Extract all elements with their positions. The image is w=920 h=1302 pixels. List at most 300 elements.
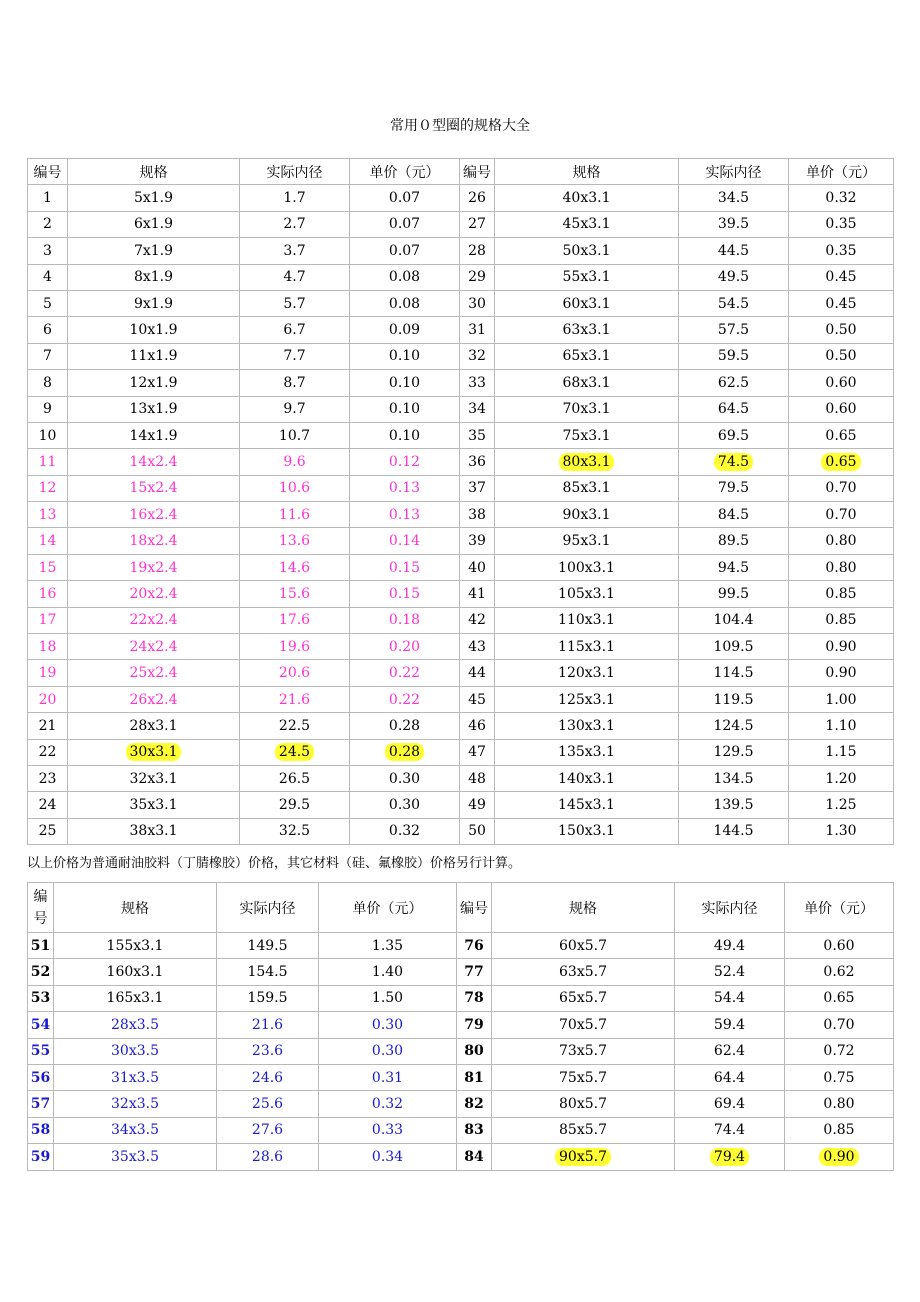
cell-spec: 9x1.9 xyxy=(68,290,240,316)
cell-inner: 74.4 xyxy=(675,1117,785,1143)
header-price: 单价（元） xyxy=(789,159,894,185)
cell-price: 0.32 xyxy=(789,185,894,211)
table-row xyxy=(28,290,894,316)
cell-price: 0.32 xyxy=(350,818,460,844)
cell-price: 0.50 xyxy=(789,317,894,343)
cell-inner: 79.5 xyxy=(679,475,789,501)
cell-spec: 70x3.1 xyxy=(495,396,679,422)
cell-inner: 4.7 xyxy=(240,264,350,290)
cell-price: 0.20 xyxy=(350,634,460,660)
table-row xyxy=(28,713,894,739)
cell-inner: 159.5 xyxy=(217,985,319,1011)
cell-price: 0.15 xyxy=(350,554,460,580)
cell-price: 0.90 xyxy=(789,634,894,660)
cell-spec: 73x5.7 xyxy=(492,1038,675,1064)
cell-inner: 11.6 xyxy=(240,502,350,528)
cell-id: 20 xyxy=(28,686,68,712)
cell-price: 0.31 xyxy=(319,1064,457,1090)
cell-id: 81 xyxy=(457,1064,492,1090)
cell-id: 79 xyxy=(457,1012,492,1038)
cell-id: 39 xyxy=(460,528,495,554)
cell-price: 0.35 xyxy=(789,211,894,237)
cell-price: 0.13 xyxy=(350,502,460,528)
cell-inner: 8.7 xyxy=(240,370,350,396)
cell-inner: 34.5 xyxy=(679,185,789,211)
cell-price: 0.70 xyxy=(789,475,894,501)
cell-id: 6 xyxy=(28,317,68,343)
header-id: 编号 xyxy=(457,883,492,933)
table-row xyxy=(28,1038,894,1064)
cell-spec: 68x3.1 xyxy=(495,370,679,396)
cell-price: 0.34 xyxy=(319,1144,457,1170)
cell-id: 15 xyxy=(28,554,68,580)
header-spec: 规格 xyxy=(68,159,240,185)
cell-spec: 24x2.4 xyxy=(68,634,240,660)
cell-price: 0.08 xyxy=(350,264,460,290)
cell-price: 0.33 xyxy=(319,1117,457,1143)
oring-table-1 xyxy=(27,158,894,845)
cell-id: 16 xyxy=(28,581,68,607)
cell-inner: 5.7 xyxy=(240,290,350,316)
header-inner: 实际内径 xyxy=(240,159,350,185)
cell-price: 0.50 xyxy=(789,343,894,369)
cell-price: 0.18 xyxy=(350,607,460,633)
cell-spec: 40x3.1 xyxy=(495,185,679,211)
cell-id: 44 xyxy=(460,660,495,686)
table-row xyxy=(28,554,894,580)
cell-id: 80 xyxy=(457,1038,492,1064)
table-row xyxy=(28,792,894,818)
cell-spec: 85x5.7 xyxy=(492,1117,675,1143)
header-inner: 实际内径 xyxy=(675,883,785,933)
table-header xyxy=(28,159,894,185)
cell-inner: 13.6 xyxy=(240,528,350,554)
cell-id: 45 xyxy=(460,686,495,712)
header-id: 编号 xyxy=(460,159,495,185)
cell-inner: 52.4 xyxy=(675,959,785,985)
cell-spec: 19x2.4 xyxy=(68,554,240,580)
cell-id: 8 xyxy=(28,370,68,396)
cell-spec: 120x3.1 xyxy=(495,660,679,686)
table-row xyxy=(28,343,894,369)
cell-price: 0.90 xyxy=(789,660,894,686)
cell-inner: 57.5 xyxy=(679,317,789,343)
highlighted-value: 90x5.7 xyxy=(555,1148,611,1166)
cell-price: 0.65 xyxy=(789,422,894,448)
highlighted-value: 24.5 xyxy=(275,743,314,761)
header-price: 单价（元） xyxy=(350,159,460,185)
header-spec: 规格 xyxy=(492,883,675,933)
cell-inner xyxy=(679,449,789,475)
table-header xyxy=(28,883,894,933)
cell-price: 0.30 xyxy=(319,1038,457,1064)
cell-inner: 69.4 xyxy=(675,1091,785,1117)
cell-inner: 144.5 xyxy=(679,818,789,844)
cell-id: 56 xyxy=(28,1064,54,1090)
cell-price: 0.75 xyxy=(785,1064,894,1090)
cell-price: 0.12 xyxy=(350,449,460,475)
cell-price: 1.40 xyxy=(319,959,457,985)
cell-inner: 129.5 xyxy=(679,739,789,765)
cell-spec: 55x3.1 xyxy=(495,264,679,290)
cell-id: 51 xyxy=(28,933,54,959)
cell-price: 1.50 xyxy=(319,985,457,1011)
cell-inner: 49.5 xyxy=(679,264,789,290)
cell-id: 18 xyxy=(28,634,68,660)
header-price: 单价（元） xyxy=(785,883,894,933)
cell-spec: 32x3.1 xyxy=(68,765,240,791)
cell-inner: 27.6 xyxy=(217,1117,319,1143)
cell-spec: 35x3.5 xyxy=(54,1144,217,1170)
cell-inner: 54.5 xyxy=(679,290,789,316)
cell-inner: 89.5 xyxy=(679,528,789,554)
table-row xyxy=(28,1012,894,1038)
header-spec: 规格 xyxy=(54,883,217,933)
cell-spec xyxy=(492,1144,675,1170)
cell-price: 0.14 xyxy=(350,528,460,554)
cell-inner: 99.5 xyxy=(679,581,789,607)
cell-price: 0.10 xyxy=(350,422,460,448)
table-row xyxy=(28,933,894,959)
cell-id: 28 xyxy=(460,238,495,264)
cell-id: 46 xyxy=(460,713,495,739)
table-row xyxy=(28,1117,894,1143)
cell-id: 33 xyxy=(460,370,495,396)
cell-inner: 134.5 xyxy=(679,765,789,791)
cell-spec: 13x1.9 xyxy=(68,396,240,422)
header-spec: 规格 xyxy=(495,159,679,185)
table-row xyxy=(28,528,894,554)
cell-id: 82 xyxy=(457,1091,492,1117)
cell-id: 36 xyxy=(460,449,495,475)
table-row xyxy=(28,686,894,712)
highlighted-value: 74.5 xyxy=(714,453,753,471)
cell-price: 0.72 xyxy=(785,1038,894,1064)
table-row xyxy=(28,317,894,343)
cell-inner: 26.5 xyxy=(240,765,350,791)
cell-price: 0.65 xyxy=(785,985,894,1011)
header-id: 编号 xyxy=(28,883,54,933)
cell-spec: 140x3.1 xyxy=(495,765,679,791)
cell-spec: 110x3.1 xyxy=(495,607,679,633)
cell-price: 0.60 xyxy=(785,933,894,959)
cell-inner: 22.5 xyxy=(240,713,350,739)
cell-id: 77 xyxy=(457,959,492,985)
highlighted-value: 0.90 xyxy=(819,1148,858,1166)
cell-price: 0.45 xyxy=(789,290,894,316)
highlighted-value: 80x3.1 xyxy=(559,453,615,471)
cell-price: 1.00 xyxy=(789,686,894,712)
cell-inner: 49.4 xyxy=(675,933,785,959)
cell-id: 50 xyxy=(460,818,495,844)
cell-spec: 100x3.1 xyxy=(495,554,679,580)
oring-table-2 xyxy=(27,882,894,1171)
cell-inner: 9.7 xyxy=(240,396,350,422)
table-row xyxy=(28,607,894,633)
cell-spec: 7x1.9 xyxy=(68,238,240,264)
cell-price: 0.32 xyxy=(319,1091,457,1117)
cell-spec: 155x3.1 xyxy=(54,933,217,959)
cell-id: 37 xyxy=(460,475,495,501)
cell-spec: 8x1.9 xyxy=(68,264,240,290)
cell-spec: 63x5.7 xyxy=(492,959,675,985)
table-row xyxy=(28,660,894,686)
cell-id: 22 xyxy=(28,739,68,765)
cell-spec: 63x3.1 xyxy=(495,317,679,343)
highlighted-value: 0.65 xyxy=(821,453,860,471)
cell-id: 29 xyxy=(460,264,495,290)
cell-id: 13 xyxy=(28,502,68,528)
cell-id: 19 xyxy=(28,660,68,686)
cell-id: 48 xyxy=(460,765,495,791)
header-id: 编号 xyxy=(28,159,68,185)
cell-spec: 14x2.4 xyxy=(68,449,240,475)
cell-id: 42 xyxy=(460,607,495,633)
cell-inner: 32.5 xyxy=(240,818,350,844)
cell-id: 49 xyxy=(460,792,495,818)
cell-inner: 59.5 xyxy=(679,343,789,369)
cell-id: 30 xyxy=(460,290,495,316)
cell-inner: 109.5 xyxy=(679,634,789,660)
cell-inner: 64.4 xyxy=(675,1064,785,1090)
cell-id: 24 xyxy=(28,792,68,818)
cell-price: 0.60 xyxy=(789,370,894,396)
cell-id: 84 xyxy=(457,1144,492,1170)
cell-spec: 31x3.5 xyxy=(54,1064,217,1090)
cell-inner: 3.7 xyxy=(240,238,350,264)
highlighted-value: 79.4 xyxy=(710,1148,749,1166)
cell-inner: 139.5 xyxy=(679,792,789,818)
table-row xyxy=(28,185,894,211)
cell-id: 11 xyxy=(28,449,68,475)
cell-spec: 160x3.1 xyxy=(54,959,217,985)
table-row xyxy=(28,959,894,985)
cell-spec: 35x3.1 xyxy=(68,792,240,818)
cell-inner: 104.4 xyxy=(679,607,789,633)
table-row xyxy=(28,985,894,1011)
table-row xyxy=(28,818,894,844)
table-row xyxy=(28,264,894,290)
cell-spec: 11x1.9 xyxy=(68,343,240,369)
cell-inner: 21.6 xyxy=(217,1012,319,1038)
cell-inner: 25.6 xyxy=(217,1091,319,1117)
cell-price: 0.45 xyxy=(789,264,894,290)
cell-spec: 60x5.7 xyxy=(492,933,675,959)
cell-spec: 135x3.1 xyxy=(495,739,679,765)
cell-spec: 80x5.7 xyxy=(492,1091,675,1117)
cell-price: 0.10 xyxy=(350,370,460,396)
cell-price: 1.20 xyxy=(789,765,894,791)
cell-spec: 22x2.4 xyxy=(68,607,240,633)
page-title: 常用０型圈的规格大全 xyxy=(390,118,530,134)
table-row xyxy=(28,581,894,607)
cell-spec: 145x3.1 xyxy=(495,792,679,818)
cell-inner: 44.5 xyxy=(679,238,789,264)
cell-spec: 165x3.1 xyxy=(54,985,217,1011)
cell-id: 52 xyxy=(28,959,54,985)
cell-id: 35 xyxy=(460,422,495,448)
table-row xyxy=(28,502,894,528)
cell-price: 0.13 xyxy=(350,475,460,501)
cell-id: 54 xyxy=(28,1012,54,1038)
cell-inner: 114.5 xyxy=(679,660,789,686)
cell-inner: 10.7 xyxy=(240,422,350,448)
cell-spec: 30x3.5 xyxy=(54,1038,217,1064)
cell-price: 0.22 xyxy=(350,686,460,712)
cell-price: 1.30 xyxy=(789,818,894,844)
cell-inner: 62.4 xyxy=(675,1038,785,1064)
cell-id: 7 xyxy=(28,343,68,369)
cell-spec: 75x3.1 xyxy=(495,422,679,448)
cell-spec: 16x2.4 xyxy=(68,502,240,528)
table-row xyxy=(28,396,894,422)
cell-inner: 119.5 xyxy=(679,686,789,712)
cell-spec: 6x1.9 xyxy=(68,211,240,237)
cell-price: 0.10 xyxy=(350,343,460,369)
cell-spec: 95x3.1 xyxy=(495,528,679,554)
cell-id: 53 xyxy=(28,985,54,1011)
cell-inner: 29.5 xyxy=(240,792,350,818)
cell-price: 1.25 xyxy=(789,792,894,818)
cell-price: 0.80 xyxy=(785,1091,894,1117)
cell-spec: 65x3.1 xyxy=(495,343,679,369)
cell-price: 0.09 xyxy=(350,317,460,343)
cell-price: 0.30 xyxy=(319,1012,457,1038)
cell-inner: 10.6 xyxy=(240,475,350,501)
cell-price: 1.35 xyxy=(319,933,457,959)
table-row xyxy=(28,211,894,237)
cell-spec: 105x3.1 xyxy=(495,581,679,607)
cell-id: 17 xyxy=(28,607,68,633)
cell-spec: 90x3.1 xyxy=(495,502,679,528)
cell-inner: 39.5 xyxy=(679,211,789,237)
cell-inner: 69.5 xyxy=(679,422,789,448)
cell-spec: 85x3.1 xyxy=(495,475,679,501)
cell-id: 5 xyxy=(28,290,68,316)
table-row xyxy=(28,1144,894,1170)
cell-price: 0.07 xyxy=(350,185,460,211)
cell-spec: 28x3.1 xyxy=(68,713,240,739)
cell-id: 25 xyxy=(28,818,68,844)
table-row xyxy=(28,765,894,791)
table-row xyxy=(28,370,894,396)
cell-price: 0.10 xyxy=(350,396,460,422)
cell-id: 3 xyxy=(28,238,68,264)
cell-price: 0.70 xyxy=(789,502,894,528)
cell-id: 83 xyxy=(457,1117,492,1143)
cell-spec: 150x3.1 xyxy=(495,818,679,844)
cell-id: 2 xyxy=(28,211,68,237)
cell-id: 31 xyxy=(460,317,495,343)
cell-inner: 54.4 xyxy=(675,985,785,1011)
table-row xyxy=(28,475,894,501)
cell-price xyxy=(785,1144,894,1170)
cell-spec: 14x1.9 xyxy=(68,422,240,448)
table-row xyxy=(28,634,894,660)
cell-price: 1.15 xyxy=(789,739,894,765)
cell-id: 47 xyxy=(460,739,495,765)
cell-spec: 50x3.1 xyxy=(495,238,679,264)
cell-spec: 70x5.7 xyxy=(492,1012,675,1038)
cell-id: 21 xyxy=(28,713,68,739)
cell-id: 4 xyxy=(28,264,68,290)
cell-price: 0.62 xyxy=(785,959,894,985)
cell-id: 26 xyxy=(460,185,495,211)
cell-id: 9 xyxy=(28,396,68,422)
cell-spec: 26x2.4 xyxy=(68,686,240,712)
cell-spec: 25x2.4 xyxy=(68,660,240,686)
cell-price: 0.85 xyxy=(789,607,894,633)
cell-spec: 12x1.9 xyxy=(68,370,240,396)
cell-spec: 75x5.7 xyxy=(492,1064,675,1090)
cell-price xyxy=(350,739,460,765)
cell-id: 34 xyxy=(460,396,495,422)
cell-price: 0.07 xyxy=(350,211,460,237)
cell-spec: 28x3.5 xyxy=(54,1012,217,1038)
cell-spec: 125x3.1 xyxy=(495,686,679,712)
header-inner: 实际内径 xyxy=(217,883,319,933)
cell-id: 55 xyxy=(28,1038,54,1064)
cell-price: 0.80 xyxy=(789,554,894,580)
cell-spec: 34x3.5 xyxy=(54,1117,217,1143)
cell-price: 1.10 xyxy=(789,713,894,739)
cell-id: 32 xyxy=(460,343,495,369)
cell-price: 0.30 xyxy=(350,765,460,791)
cell-price: 0.07 xyxy=(350,238,460,264)
cell-spec: 38x3.1 xyxy=(68,818,240,844)
cell-inner: 19.6 xyxy=(240,634,350,660)
cell-id: 59 xyxy=(28,1144,54,1170)
cell-id: 38 xyxy=(460,502,495,528)
cell-id: 12 xyxy=(28,475,68,501)
cell-price: 0.30 xyxy=(350,792,460,818)
cell-id: 14 xyxy=(28,528,68,554)
highlighted-value: 30x3.1 xyxy=(126,743,182,761)
cell-id: 10 xyxy=(28,422,68,448)
cell-inner: 17.6 xyxy=(240,607,350,633)
cell-spec: 15x2.4 xyxy=(68,475,240,501)
cell-spec xyxy=(495,449,679,475)
table-row xyxy=(28,1091,894,1117)
cell-inner: 9.6 xyxy=(240,449,350,475)
cell-id: 23 xyxy=(28,765,68,791)
cell-price: 0.28 xyxy=(350,713,460,739)
cell-id: 58 xyxy=(28,1117,54,1143)
cell-spec: 20x2.4 xyxy=(68,581,240,607)
cell-spec: 32x3.5 xyxy=(54,1091,217,1117)
highlighted-value: 0.28 xyxy=(385,743,424,761)
cell-inner xyxy=(675,1144,785,1170)
cell-inner: 15.6 xyxy=(240,581,350,607)
table-row xyxy=(28,238,894,264)
cell-spec: 45x3.1 xyxy=(495,211,679,237)
cell-spec xyxy=(68,739,240,765)
cell-inner: 2.7 xyxy=(240,211,350,237)
cell-inner: 62.5 xyxy=(679,370,789,396)
cell-inner: 84.5 xyxy=(679,502,789,528)
cell-spec: 115x3.1 xyxy=(495,634,679,660)
cell-id: 76 xyxy=(457,933,492,959)
price-note: 以上价格为普通耐油胶料（丁腈橡胶）价格，其它材料（硅、氟橡胶）价格另行计算。 xyxy=(27,856,522,871)
cell-inner: 21.6 xyxy=(240,686,350,712)
cell-inner: 1.7 xyxy=(240,185,350,211)
cell-inner: 124.5 xyxy=(679,713,789,739)
cell-price: 0.85 xyxy=(785,1117,894,1143)
cell-spec: 18x2.4 xyxy=(68,528,240,554)
cell-inner: 20.6 xyxy=(240,660,350,686)
table-row xyxy=(28,422,894,448)
cell-id: 78 xyxy=(457,985,492,1011)
